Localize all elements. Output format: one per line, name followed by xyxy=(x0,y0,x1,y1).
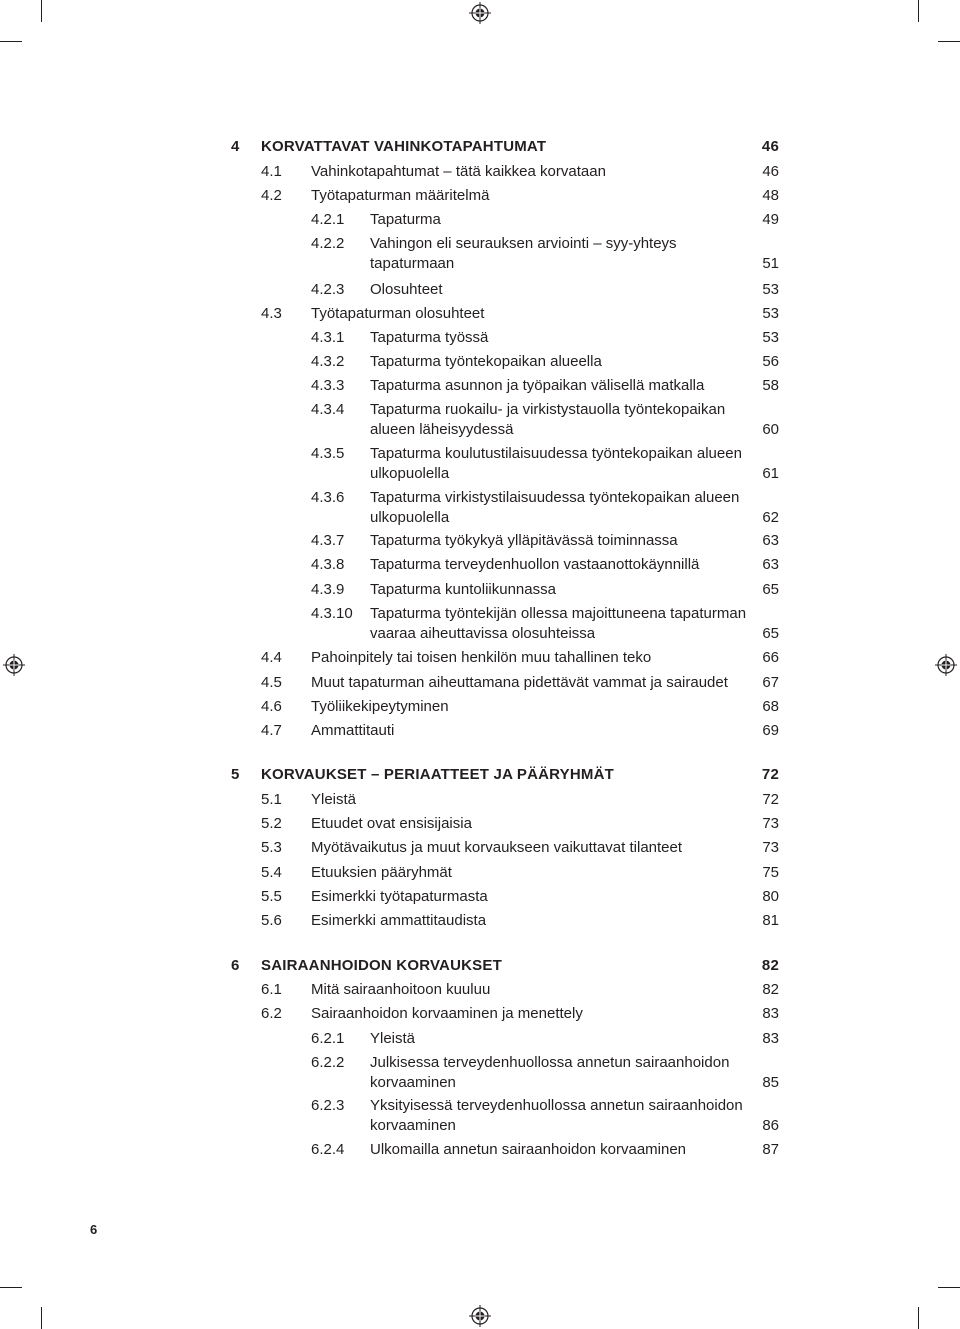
toc-entry-title: Etuuksien pääryhmät xyxy=(311,864,452,881)
toc-entry[interactable] xyxy=(0,488,960,532)
toc-entry-title: Työliikekipeytyminen xyxy=(311,698,449,715)
toc-entry-page: 65 xyxy=(762,581,779,598)
toc-entry[interactable] xyxy=(0,234,960,278)
toc-entry-title: Mitä sairaanhoitoon kuuluu xyxy=(311,981,491,998)
toc-entry-number: 4.6 xyxy=(261,698,282,715)
toc-entry-title: Ammattitauti xyxy=(311,722,395,739)
toc-entry-number: 4.3.2 xyxy=(311,353,345,370)
toc-entry-title: Julkisessa terveydenhuollossa annetun sairaanhoidon xyxy=(370,1054,730,1071)
toc-entry-page: 60 xyxy=(762,421,779,438)
toc-entry[interactable] xyxy=(0,444,960,488)
toc-entry-number: 5.2 xyxy=(261,815,282,832)
toc-entry[interactable] xyxy=(0,162,960,182)
toc-entry-page: 62 xyxy=(762,509,779,526)
toc-entry-page: 72 xyxy=(762,791,779,808)
toc-entry-number: 5.1 xyxy=(261,791,282,808)
toc-entry-number: 5.5 xyxy=(261,888,282,905)
toc-entry-number: 6.2.1 xyxy=(311,1030,345,1047)
toc-entry-number: 5 xyxy=(231,766,240,783)
toc-entry-number: 6.2 xyxy=(261,1005,282,1022)
toc-entry-page: 80 xyxy=(762,888,779,905)
toc-entry[interactable] xyxy=(0,280,960,300)
toc-entry-title: Tapaturma virkistystilaisuudessa työntekopaikan alueen xyxy=(370,489,740,506)
toc-entry-number: 4.3.9 xyxy=(311,581,345,598)
toc-entry[interactable] xyxy=(0,555,960,575)
toc-entry[interactable] xyxy=(0,697,960,717)
toc-entry-title: KORVATTAVAT VAHINKOTAPAHTUMAT xyxy=(261,138,547,155)
toc-entry-title: Yleistä xyxy=(311,791,357,808)
toc-entry-page: 73 xyxy=(762,815,779,832)
toc-entry-number: 4.5 xyxy=(261,674,282,691)
toc-entry-page: 72 xyxy=(761,766,779,783)
toc-entry-number: 4.1 xyxy=(261,163,282,180)
toc-entry-page: 85 xyxy=(762,1074,779,1091)
page-number: 6 xyxy=(90,1222,98,1237)
toc-entry-page: 67 xyxy=(762,674,779,691)
toc-entry-title: Ulkomailla annetun sairaanhoidon korvaaminen xyxy=(370,1141,687,1158)
toc-entry-title-continued: ulkopuolella xyxy=(370,509,450,526)
toc-entry-title: Tapaturma kuntoliikunnassa xyxy=(370,581,556,598)
toc-entry[interactable] xyxy=(0,531,960,551)
toc-entry[interactable] xyxy=(0,838,960,858)
toc-entry-page: 75 xyxy=(762,864,779,881)
toc-entry[interactable] xyxy=(0,956,960,976)
toc-entry[interactable] xyxy=(0,887,960,907)
toc-entry[interactable] xyxy=(0,721,960,741)
toc-entry[interactable] xyxy=(0,790,960,810)
toc-entry[interactable] xyxy=(0,352,960,372)
toc-entry-number: 4.4 xyxy=(261,649,282,666)
toc-entry-number: 4.3.5 xyxy=(311,445,345,462)
toc-entry-page: 63 xyxy=(762,556,779,573)
toc-entry[interactable] xyxy=(0,604,960,648)
toc-entry-title: Olosuhteet xyxy=(370,281,443,298)
toc-entry[interactable] xyxy=(0,328,960,348)
toc-entry-page: 68 xyxy=(762,698,779,715)
toc-entry-page: 58 xyxy=(762,377,779,394)
toc-entry-title: Tapaturma työssä xyxy=(370,329,489,346)
toc-entry-title: Yksityisessä terveydenhuollossa annetun sairaanhoidon xyxy=(370,1097,743,1114)
toc-entry-title-continued: tapaturmaan xyxy=(370,255,455,272)
toc-entry-number: 4.2.1 xyxy=(311,211,345,228)
toc-entry-title-continued: ulkopuolella xyxy=(370,465,450,482)
toc-entry-number: 4.3.6 xyxy=(311,489,345,506)
toc-entry-title: Pahoinpitely tai toisen henkilön muu tahallinen teko xyxy=(311,649,652,666)
toc-entry[interactable] xyxy=(0,186,960,206)
toc-entry-number: 4.3.7 xyxy=(311,532,345,549)
toc-entry[interactable] xyxy=(0,1029,960,1049)
toc-entry-title: Muut tapaturman aiheuttamana pidettävät vammat ja sairaudet xyxy=(311,674,728,691)
toc-entry-number: 4.2.3 xyxy=(311,281,345,298)
toc-entry-page: 82 xyxy=(762,981,779,998)
toc-entry-number: 5.4 xyxy=(261,864,282,881)
toc-entry-title: Vahingon eli seurauksen arviointi – syy-yhteys xyxy=(370,235,677,252)
toc-entry-title: Esimerkki työtapaturmasta xyxy=(311,888,488,905)
toc-entry-page: 66 xyxy=(762,649,779,666)
toc-entry-title: Tapaturma koulutustilaisuudessa työntekopaikan alueen xyxy=(370,445,742,462)
toc-entry-title: Tapaturma terveydenhuollon vastaanottokäynnillä xyxy=(370,556,700,573)
toc-entry-title: SAIRAANHOIDON KORVAUKSET xyxy=(261,957,502,974)
toc-entry-number: 4.3.10 xyxy=(311,605,353,622)
toc-entry[interactable] xyxy=(0,376,960,396)
toc-entry-title: Esimerkki ammattitaudista xyxy=(311,912,487,929)
toc-entry[interactable] xyxy=(0,814,960,834)
toc-entry-page: 53 xyxy=(762,329,779,346)
toc-entry-title: Tapaturma työntekijän ollessa majoittuneena tapaturman xyxy=(370,605,747,622)
toc-entry-title: Vahinkotapahtumat – tätä kaikkea korvataan xyxy=(311,163,606,180)
toc-entry-page: 82 xyxy=(761,957,779,974)
toc-entry-title-continued: alueen läheisyydessä xyxy=(370,421,514,438)
toc-entry[interactable] xyxy=(0,580,960,600)
toc-entry[interactable] xyxy=(0,911,960,931)
toc-entry[interactable] xyxy=(0,210,960,230)
toc-entry-page: 53 xyxy=(762,305,779,322)
toc-entry-page: 46 xyxy=(761,138,779,155)
toc-entry-number: 5.3 xyxy=(261,839,282,856)
toc-entry[interactable] xyxy=(0,1096,960,1140)
toc-entry[interactable] xyxy=(0,137,960,157)
toc-entry-number: 6.2.3 xyxy=(311,1097,345,1114)
toc-entry[interactable] xyxy=(0,1053,960,1097)
toc-entry-page: 61 xyxy=(762,465,779,482)
toc-entry[interactable] xyxy=(0,1004,960,1024)
toc-entry[interactable] xyxy=(0,673,960,693)
toc-entry-title: Tapaturma ruokailu- ja virkistystauolla työntekopaikan xyxy=(370,401,726,418)
toc-entry-title: Tapaturma asunnon ja työpaikan välisellä matkalla xyxy=(370,377,705,394)
toc-entry-number: 4.7 xyxy=(261,722,282,739)
toc-entry[interactable] xyxy=(0,304,960,324)
toc-entry-page: 56 xyxy=(762,353,779,370)
toc-entry-page: 65 xyxy=(762,625,779,642)
toc-entry-page: 53 xyxy=(762,281,779,298)
toc-entry-title-continued: korvaaminen xyxy=(370,1074,456,1091)
toc-entry-number: 6.2.4 xyxy=(311,1141,345,1158)
toc-entry-number: 4.3.3 xyxy=(311,377,345,394)
toc-entry-number: 4.2 xyxy=(261,187,282,204)
toc-entry-number: 4.3 xyxy=(261,305,282,322)
toc-entry-page: 49 xyxy=(762,211,779,228)
toc-entry[interactable] xyxy=(0,648,960,668)
toc-entry[interactable] xyxy=(0,400,960,444)
toc-entry-page: 69 xyxy=(762,722,779,739)
toc-entry[interactable] xyxy=(0,1140,960,1160)
toc-entry-page: 87 xyxy=(762,1141,779,1158)
toc-entry-title: Sairaanhoidon korvaaminen ja menettely xyxy=(311,1005,583,1022)
toc-entry-number: 4 xyxy=(231,138,240,155)
toc-entry-title: Myötävaikutus ja muut korvaukseen vaikuttavat tilanteet xyxy=(311,839,683,856)
toc-entry-title: Tapaturma työntekopaikan alueella xyxy=(370,353,602,370)
toc-entry-page: 73 xyxy=(762,839,779,856)
toc-entry-page: 63 xyxy=(762,532,779,549)
toc-entry[interactable] xyxy=(0,980,960,1000)
toc-entry-title: KORVAUKSET – PERIAATTEET JA PÄÄRYHMÄT xyxy=(261,766,614,783)
toc-entry-number: 6.1 xyxy=(261,981,282,998)
toc-entry-number: 6.2.2 xyxy=(311,1054,345,1071)
toc-entry[interactable] xyxy=(0,765,960,785)
toc-entry-title: Tapaturma työkykyä ylläpitävässä toiminnassa xyxy=(370,532,678,549)
toc-entry-page: 86 xyxy=(762,1117,779,1134)
toc-entry-title-continued: korvaaminen xyxy=(370,1117,456,1134)
toc-entry-title-continued: vaaraa aiheuttavissa olosuhteissa xyxy=(370,625,596,642)
toc-entry-page: 83 xyxy=(762,1005,779,1022)
toc-entry-number: 4.3.8 xyxy=(311,556,345,573)
toc-entry-page: 51 xyxy=(762,255,779,272)
toc-entry-number: 6 xyxy=(231,957,240,974)
toc-entry-number: 4.3.1 xyxy=(311,329,345,346)
toc-entry-page: 83 xyxy=(762,1030,779,1047)
toc-entry-title: Etuudet ovat ensisijaisia xyxy=(311,815,472,832)
toc-entry-title: Työtapaturman olosuhteet xyxy=(311,305,485,322)
toc-entry-page: 48 xyxy=(762,187,779,204)
toc-entry-number: 4.2.2 xyxy=(311,235,345,252)
toc-entry-title: Tapaturma xyxy=(370,211,441,228)
toc-entry-page: 81 xyxy=(762,912,779,929)
toc-entry-title: Työtapaturman määritelmä xyxy=(311,187,490,204)
toc-entry-number: 5.6 xyxy=(261,912,282,929)
toc-entry-page: 46 xyxy=(762,163,779,180)
toc-entry-title: Yleistä xyxy=(370,1030,416,1047)
toc-entry[interactable] xyxy=(0,863,960,883)
toc-entry-number: 4.3.4 xyxy=(311,401,345,418)
